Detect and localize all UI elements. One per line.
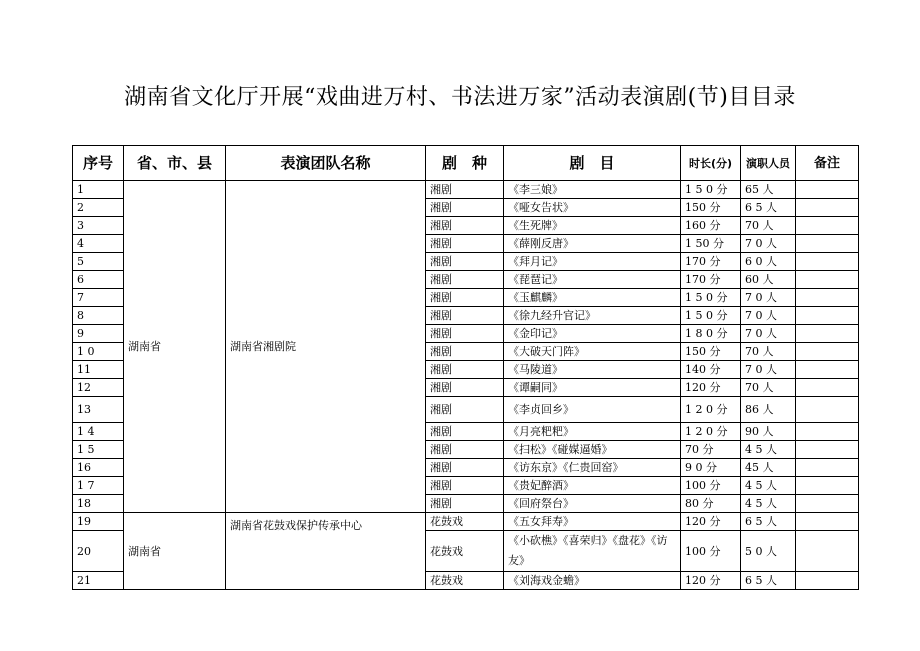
cast-cell: 60 人: [741, 271, 796, 289]
note-cell: [796, 423, 859, 441]
row-number: 1 4: [73, 423, 124, 441]
cast-cell: 4 5 人: [741, 477, 796, 495]
row-number: 1 7: [73, 477, 124, 495]
note-cell: [796, 495, 859, 513]
cast-cell: 5 0 人: [741, 531, 796, 572]
duration-cell: 120 分: [681, 572, 741, 590]
cast-cell: 7 0 人: [741, 235, 796, 253]
header-troupe: 表演团队名称: [226, 146, 426, 181]
cast-cell: 70 人: [741, 379, 796, 397]
row-number: 18: [73, 495, 124, 513]
table-row: [73, 513, 859, 531]
genre-cell: 湘剧: [426, 477, 504, 495]
genre-cell: 湘剧: [426, 307, 504, 325]
play-title-cell: 《马陵道》: [504, 361, 681, 379]
row-number: 5: [73, 253, 124, 271]
duration-cell: 1 2 0 分: [681, 397, 741, 423]
duration-cell: 120 分: [681, 513, 741, 531]
genre-cell: 湘剧: [426, 495, 504, 513]
duration-cell: 1 5 0 分: [681, 289, 741, 307]
row-number: 13: [73, 397, 124, 423]
duration-cell: 160 分: [681, 217, 741, 235]
table-row: [73, 181, 859, 199]
duration-cell: 150 分: [681, 343, 741, 361]
duration-cell: 1 8 0 分: [681, 325, 741, 343]
genre-cell: 花鼓戏: [426, 531, 504, 572]
cast-cell: 7 0 人: [741, 325, 796, 343]
genre-cell: 湘剧: [426, 361, 504, 379]
row-number: 9: [73, 325, 124, 343]
genre-cell: 湘剧: [426, 343, 504, 361]
genre-cell: 湘剧: [426, 181, 504, 199]
cast-cell: 7 0 人: [741, 289, 796, 307]
note-cell: [796, 441, 859, 459]
play-title-cell: 《小砍樵》《喜荣归》《盘花》《访友》: [504, 531, 681, 572]
note-cell: [796, 271, 859, 289]
header-no: 序号: [73, 146, 124, 181]
play-title-cell: 《哑女告状》: [504, 199, 681, 217]
cast-cell: 90 人: [741, 423, 796, 441]
duration-cell: 9 0 分: [681, 459, 741, 477]
genre-cell: 湘剧: [426, 217, 504, 235]
note-cell: [796, 343, 859, 361]
note-cell: [796, 289, 859, 307]
play-title-cell: 《大破天门阵》: [504, 343, 681, 361]
genre-cell: 湘剧: [426, 379, 504, 397]
play-title-cell: 《访东京》《仁贵回窑》: [504, 459, 681, 477]
duration-cell: 1 2 0 分: [681, 423, 741, 441]
row-number: 7: [73, 289, 124, 307]
play-title-cell: 《玉麒麟》: [504, 289, 681, 307]
cast-cell: 7 0 人: [741, 307, 796, 325]
genre-cell: 湘剧: [426, 199, 504, 217]
header-genre: 剧 种: [426, 146, 504, 181]
play-title-cell: 《扫松》《碰媒逼婚》: [504, 441, 681, 459]
cast-cell: 4 5 人: [741, 441, 796, 459]
row-number: 19: [73, 513, 124, 531]
note-cell: [796, 572, 859, 590]
play-title-cell: 《李贞回乡》: [504, 397, 681, 423]
play-title-cell: 《月亮粑粑》: [504, 423, 681, 441]
row-number: 20: [73, 531, 124, 572]
play-title-cell: 《李三娘》: [504, 181, 681, 199]
duration-cell: 80 分: [681, 495, 741, 513]
duration-cell: 140 分: [681, 361, 741, 379]
cast-cell: 7 0 人: [741, 361, 796, 379]
duration-cell: 100 分: [681, 531, 741, 572]
genre-cell: 湘剧: [426, 271, 504, 289]
province-cell: 湖南省: [124, 513, 226, 590]
cast-cell: 6 0 人: [741, 253, 796, 271]
duration-cell: 100 分: [681, 477, 741, 495]
row-number: 11: [73, 361, 124, 379]
duration-cell: 120 分: [681, 379, 741, 397]
document-title: 湖南省文化厅开展“戏曲进万村、书法进万家”活动表演剧(节)目目录: [124, 85, 796, 110]
duration-cell: 70 分: [681, 441, 741, 459]
genre-cell: 湘剧: [426, 459, 504, 477]
note-cell: [796, 361, 859, 379]
note-cell: [796, 397, 859, 423]
row-number: 12: [73, 379, 124, 397]
row-number: 8: [73, 307, 124, 325]
play-title-cell: 《贵妃醉酒》: [504, 477, 681, 495]
duration-cell: 1 5 0 分: [681, 307, 741, 325]
cast-cell: 4 5 人: [741, 495, 796, 513]
duration-cell: 1 5 0 分: [681, 181, 741, 199]
genre-cell: 湘剧: [426, 253, 504, 271]
note-cell: [796, 325, 859, 343]
duration-cell: 150 分: [681, 199, 741, 217]
row-number: 1: [73, 181, 124, 199]
header-cast: 演职人员: [741, 146, 796, 181]
row-number: 4: [73, 235, 124, 253]
cast-cell: 6 5 人: [741, 199, 796, 217]
troupe-cell: 湖南省湘剧院: [226, 181, 426, 513]
genre-cell: 湘剧: [426, 397, 504, 423]
header-title: 剧 目: [504, 146, 681, 181]
cast-cell: 6 5 人: [741, 513, 796, 531]
genre-cell: 湘剧: [426, 423, 504, 441]
duration-cell: 1 50 分: [681, 235, 741, 253]
cast-cell: 65 人: [741, 181, 796, 199]
row-number: 2: [73, 199, 124, 217]
cast-cell: 45 人: [741, 459, 796, 477]
play-title-cell: 《薛刚反唐》: [504, 235, 681, 253]
header-duration: 时长(分): [681, 146, 741, 181]
note-cell: [796, 477, 859, 495]
cast-cell: 70 人: [741, 217, 796, 235]
duration-cell: 170 分: [681, 253, 741, 271]
cast-cell: 6 5 人: [741, 572, 796, 590]
note-cell: [796, 379, 859, 397]
program-table: [72, 145, 859, 590]
genre-cell: 花鼓戏: [426, 572, 504, 590]
play-title-cell: 《徐九经升官记》: [504, 307, 681, 325]
play-title-cell: 《谭嗣同》: [504, 379, 681, 397]
note-cell: [796, 253, 859, 271]
note-cell: [796, 513, 859, 531]
genre-cell: 湘剧: [426, 235, 504, 253]
table-body: [73, 181, 859, 590]
note-cell: [796, 181, 859, 199]
cast-cell: 86 人: [741, 397, 796, 423]
row-number: 21: [73, 572, 124, 590]
play-title-cell: 《金印记》: [504, 325, 681, 343]
row-number: 1 5: [73, 441, 124, 459]
note-cell: [796, 307, 859, 325]
play-title-cell: 《五女拜寿》: [504, 513, 681, 531]
header-row: [73, 146, 859, 181]
play-title-cell: 《拜月记》: [504, 253, 681, 271]
duration-cell: 170 分: [681, 271, 741, 289]
play-title-cell: 《回府祭台》: [504, 495, 681, 513]
province-cell: 湖南省: [124, 181, 226, 513]
note-cell: [796, 235, 859, 253]
row-number: 16: [73, 459, 124, 477]
header-note: 备注: [796, 146, 859, 181]
play-title-cell: 《刘海戏金蟾》: [504, 572, 681, 590]
header-province: 省、市、县: [124, 146, 226, 181]
row-number: 6: [73, 271, 124, 289]
genre-cell: 湘剧: [426, 289, 504, 307]
row-number: 3: [73, 217, 124, 235]
note-cell: [796, 217, 859, 235]
note-cell: [796, 199, 859, 217]
troupe-cell: 湖南省花鼓戏保护传承中心: [226, 513, 426, 590]
play-title-cell: 《生死牌》: [504, 217, 681, 235]
play-title-cell: 《琵琶记》: [504, 271, 681, 289]
genre-cell: 湘剧: [426, 441, 504, 459]
cast-cell: 70 人: [741, 343, 796, 361]
row-number: 1 0: [73, 343, 124, 361]
genre-cell: 湘剧: [426, 325, 504, 343]
genre-cell: 花鼓戏: [426, 513, 504, 531]
note-cell: [796, 531, 859, 572]
note-cell: [796, 459, 859, 477]
